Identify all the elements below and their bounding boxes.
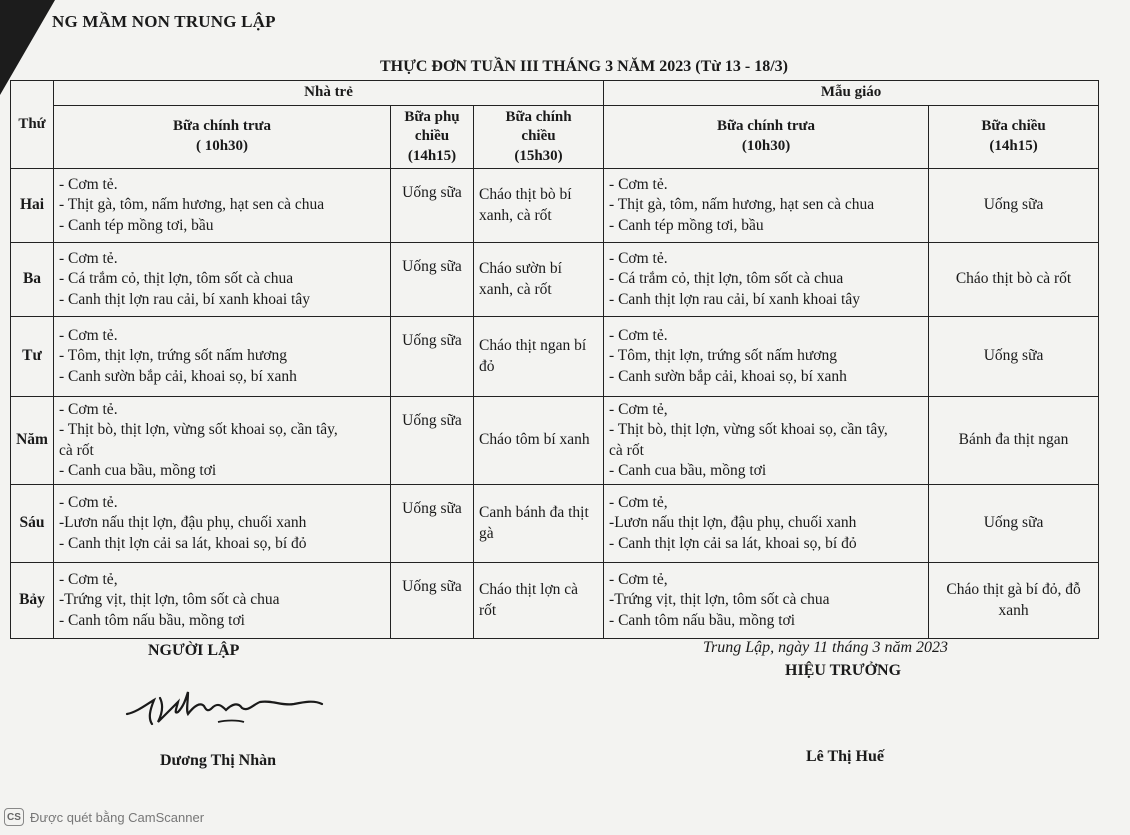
dish-line: - Cá trắm cỏ, thịt lợn, tôm sốt cà chua (59, 270, 294, 288)
mg-afternoon-cell: Uống sữa (929, 317, 1099, 397)
mau-giao-group-header: Mẫu giáo (604, 81, 1099, 106)
group-header-row (11, 81, 1099, 106)
dish-line: - Cơm tẻ. (59, 494, 118, 512)
day-cell: Hai (11, 169, 54, 243)
menu-row (11, 563, 1099, 639)
nt-dinner-cell: Cháo sườn bí xanh, cà rốt (474, 243, 604, 317)
dish-line: - Canh thịt lợn rau cải, bí xanh khoai tây (59, 290, 310, 308)
dish-line: -Lươn nấu thịt lợn, đậu phụ, chuối xanh (609, 514, 857, 532)
dish-line: cà rốt (609, 441, 644, 459)
nt-lunch-cell (54, 243, 391, 317)
dish-line: - Canh thịt lợn cải sa lát, khoai sọ, bí đỏ (609, 534, 857, 552)
dish-line: - Canh tép mồng tơi, bầu (59, 216, 214, 234)
header-line: (14h15) (407, 147, 457, 164)
dish-line: - Cơm tẻ. (609, 327, 668, 345)
camscanner-logo-icon: CS (4, 808, 24, 826)
mg-afternoon-header (929, 105, 1099, 169)
dish-line: - Canh cua bầu, mồng tơi (59, 461, 217, 479)
menu-row (11, 243, 1099, 317)
mg-afternoon-cell: Uống sữa (929, 485, 1099, 563)
column-header-row (11, 105, 1099, 169)
dish-line: - Cơm tẻ. (609, 250, 668, 268)
mg-afternoon-cell: Uống sữa (929, 169, 1099, 243)
mg-lunch-cell (604, 485, 929, 563)
dish-line: cà rốt (59, 441, 94, 459)
dish-line: - Canh thịt lợn rau cải, bí xanh khoai tây (609, 290, 860, 308)
header-line: Bữa phụ (404, 108, 460, 125)
header-line: Bữa chính trưa (172, 118, 271, 135)
mg-lunch-header (604, 105, 929, 169)
header-line: (10h30) (741, 137, 791, 154)
header-line: (15h30) (514, 147, 563, 164)
principal-name: Lê Thị Huế (806, 748, 884, 765)
nt-dinner-cell: Canh bánh đa thịt gà (474, 485, 604, 563)
nt-dinner-header (474, 105, 604, 169)
nha-tre-group-header: Nhà trẻ (54, 81, 604, 106)
nt-dinner-cell: Cháo thịt ngan bí đỏ (474, 317, 604, 397)
menu-row (11, 485, 1099, 563)
nt-snack-cell: Uống sữa (391, 317, 474, 397)
nt-lunch-cell (54, 397, 391, 485)
day-cell: Ba (11, 243, 54, 317)
school-name: NG MẦM NON TRUNG LẬP (52, 12, 276, 31)
weekly-menu-table (10, 80, 1099, 639)
mg-lunch-cell (604, 563, 929, 639)
menu-body (11, 169, 1099, 639)
nt-snack-cell: Uống sữa (391, 485, 474, 563)
camscanner-text: Được quét bằng CamScanner (30, 809, 205, 825)
menu-row (11, 169, 1099, 243)
creator-name: Dương Thị Nhàn (160, 752, 276, 769)
handwritten-signature (122, 684, 332, 734)
dish-line: - Cơm tẻ. (59, 401, 118, 419)
dish-line: - Tôm, thịt lợn, trứng sốt nấm hương (59, 347, 287, 365)
day-cell: Bảy (11, 563, 54, 639)
nt-lunch-cell (54, 317, 391, 397)
dish-line: - Canh thịt lợn cải sa lát, khoai sọ, bí đỏ (59, 534, 307, 552)
dish-line: - Cơm tẻ, (59, 571, 118, 589)
menu-row (11, 317, 1099, 397)
mg-lunch-cell (604, 317, 929, 397)
dish-line: - Thịt bò, thịt lợn, vừng sốt khoai sọ, cần tây, (59, 421, 338, 439)
dish-line: -Lươn nấu thịt lợn, đậu phụ, chuối xanh (59, 514, 307, 532)
mg-lunch-cell (604, 169, 929, 243)
dish-line: - Cơm tẻ, (609, 571, 668, 589)
mg-lunch-cell (604, 243, 929, 317)
dish-line: -Trứng vịt, thịt lợn, tôm sốt cà chua (59, 591, 280, 609)
nt-dinner-cell: Cháo thịt bò bí xanh, cà rốt (474, 169, 604, 243)
dish-line: - Canh cua bầu, mồng tơi (609, 461, 767, 479)
header-line: chiều (521, 128, 556, 144)
nt-dinner-cell: Cháo tôm bí xanh (474, 397, 604, 485)
principal-title: HIỆU TRƯỞNG (785, 662, 902, 679)
dish-line: - Tôm, thịt lợn, trứng sốt nấm hương (609, 347, 837, 365)
header-line: Bữa chính trưa (717, 118, 816, 135)
mg-afternoon-cell: Cháo thịt gà bí đỏ, đỗ xanh (929, 563, 1099, 639)
header-line: Bữa chiều (981, 118, 1046, 135)
mg-afternoon-cell: Cháo thịt bò cà rốt (929, 243, 1099, 317)
day-cell: Sáu (11, 485, 54, 563)
dish-line: - Canh sườn bắp cải, khoai sọ, bí xanh (59, 367, 297, 385)
header-line: ( 10h30) (195, 137, 249, 154)
day-column-header: Thứ (11, 81, 54, 169)
dish-line: - Cơm tẻ. (609, 176, 668, 194)
dish-line: - Cơm tẻ, (609, 401, 668, 419)
header-line: chiều (414, 128, 450, 144)
header-line: Bữa chính (505, 108, 572, 125)
dish-line: - Canh sườn bắp cải, khoai sọ, bí xanh (609, 367, 847, 385)
dish-line: - Thịt bò, thịt lợn, vừng sốt khoai sọ, cần tây, (609, 421, 888, 439)
nt-lunch-cell (54, 169, 391, 243)
dish-line: -Trứng vịt, thịt lợn, tôm sốt cà chua (609, 591, 830, 609)
menu-row (11, 397, 1099, 485)
dish-line: - Cơm tẻ. (59, 176, 118, 194)
dish-line: - Canh tôm nấu bầu, mồng tơi (59, 611, 245, 629)
header-line: (14h15) (989, 137, 1038, 154)
nt-snack-cell: Uống sữa (391, 169, 474, 243)
dish-line: - Thịt gà, tôm, nấm hương, hạt sen cà chua (59, 196, 325, 214)
nt-lunch-header (54, 105, 391, 169)
dish-line: - Thịt gà, tôm, nấm hương, hạt sen cà chua (609, 196, 875, 214)
creator-title: NGƯỜI LẬP (148, 642, 240, 659)
dish-line: - Cá trắm cỏ, thịt lợn, tôm sốt cà chua (609, 270, 844, 288)
nt-snack-cell: Uống sữa (391, 397, 474, 485)
nt-snack-cell: Uống sữa (391, 243, 474, 317)
nt-lunch-cell (54, 563, 391, 639)
dish-line: - Cơm tẻ, (609, 494, 668, 512)
nt-dinner-cell: Cháo thịt lợn cà rốt (474, 563, 604, 639)
camscanner-watermark (4, 806, 204, 828)
nt-snack-cell: Uống sữa (391, 563, 474, 639)
menu-title: THỰC ĐƠN TUẦN III THÁNG 3 NĂM 2023 (Từ 13 - 18/3) (380, 58, 788, 75)
dish-line: - Canh tép mồng tơi, bầu (609, 216, 764, 234)
nt-lunch-cell (54, 485, 391, 563)
mg-lunch-cell (604, 397, 929, 485)
dish-line: - Cơm tẻ. (59, 250, 118, 268)
day-cell: Tư (11, 317, 54, 397)
day-cell: Năm (11, 397, 54, 485)
nt-snack-header (391, 105, 474, 169)
dish-line: - Canh tôm nấu bầu, mồng tơi (609, 611, 796, 629)
date-line: Trung Lập, ngày 11 tháng 3 năm 2023 (703, 639, 949, 656)
mg-afternoon-cell: Bánh đa thịt ngan (929, 397, 1099, 485)
dish-line: - Cơm tẻ. (59, 327, 118, 345)
